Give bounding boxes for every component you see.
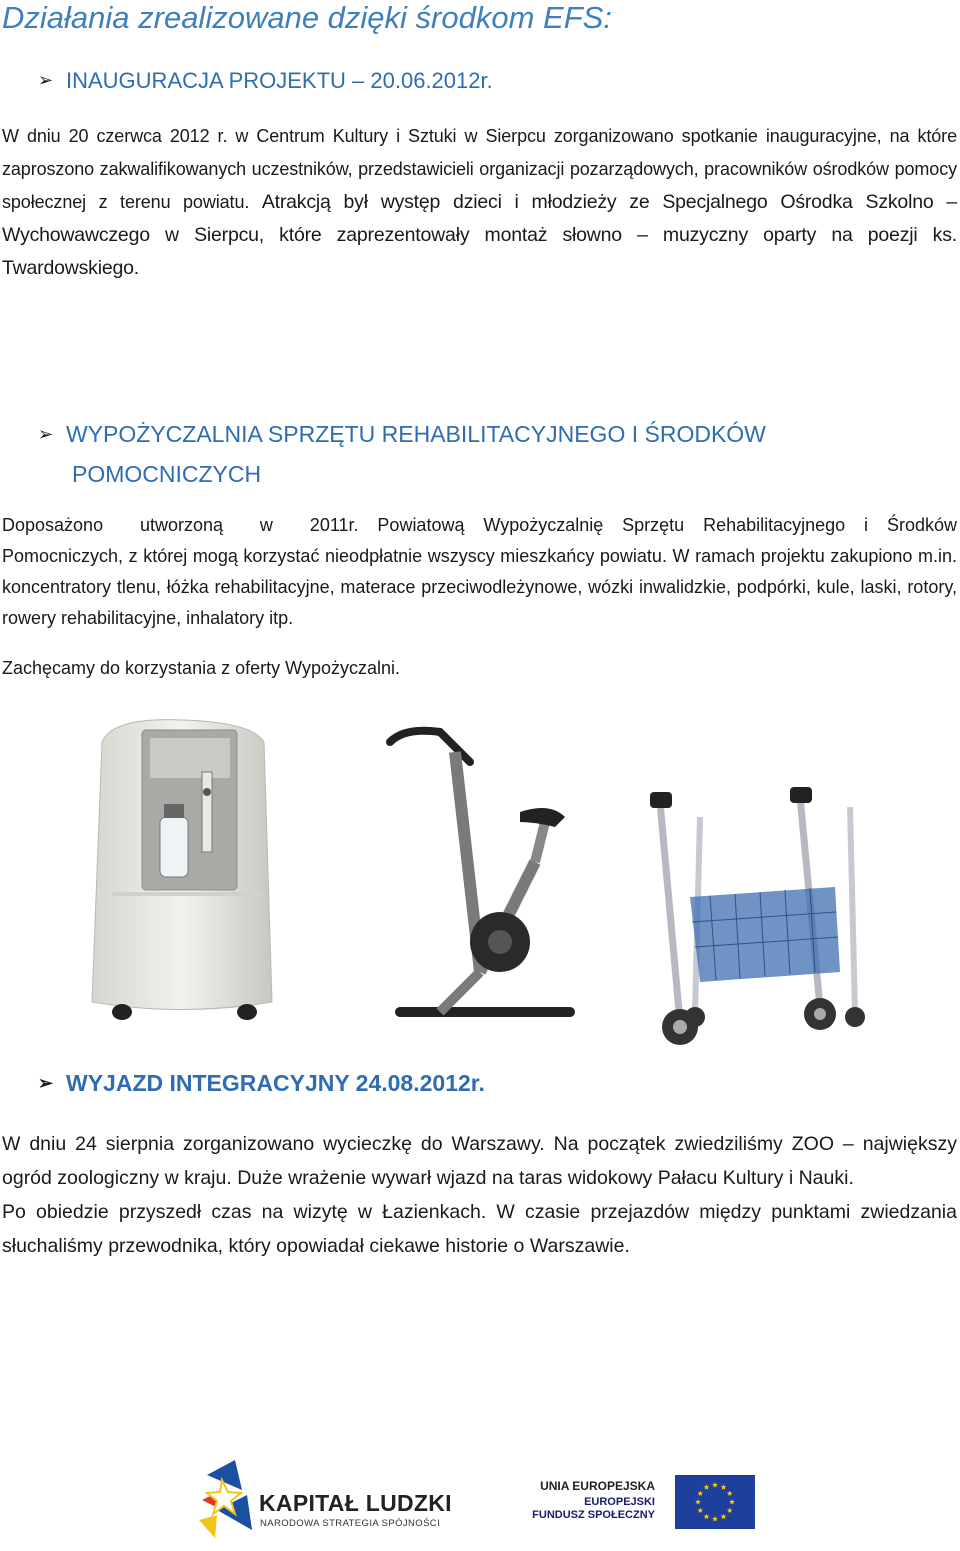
heading-text: INAUGURACJA PROJEKTU – 20.06.2012r.	[66, 68, 493, 93]
arrow-bullet-icon: ➢	[38, 424, 54, 444]
eu-social-fund-logo	[532, 1475, 755, 1535]
rental-text: Powiatową Wypożyczalnię Sprzętu Rehabilitacyjnego i Środków Pomocniczych, z której mogą korzystać nieodpłatnie wszyscy mieszkańcy powiatu. W ramach projektu zakupiono m.in. koncentratory tlenu, łóżka rehabilitacyjne, materace przeciwodleżynowe, wózki inwalidzkie, podpórki, kule, laski, rotory, rowery rehabilitacyjne, inhalatory itp.	[2, 515, 957, 628]
kapital-ludzki-title: KAPITAŁ LUDZKI	[259, 1490, 452, 1516]
rental-lead-text: Doposażono utworzoną w 2011r.	[2, 515, 359, 535]
eu-union-label: UNIA EUROPEJSKA	[540, 1479, 655, 1493]
trip-paragraphs	[2, 1127, 957, 1263]
inauguration-text: W dniu 20 czerwca 2012 r. w Centrum Kultury i Sztuki w Sierpcu zorganizowano spotkanie inauguracyjne, na które zaproszono zakwalifikowanych uczestników, przedstawicieli organizacji pozarządowych, pracowników ośrodków pomocy społecznej z terenu powiatu.	[2, 126, 957, 212]
heading-text-line1: WYPOŻYCZALNIA SPRZĘTU REHABILITACYJNEGO I ŚRODKÓW	[66, 421, 766, 447]
exercise-bike-image	[360, 722, 590, 1032]
arrow-bullet-icon: ➢	[38, 70, 54, 90]
rental-invite-text: Zachęcamy do korzystania z oferty Wypożyczalni.	[2, 658, 400, 678]
equipment-photos	[0, 712, 960, 1052]
eu-flag-icon	[675, 1475, 755, 1529]
oxygen-concentrator-image	[82, 712, 282, 1042]
page-title: Działania zrealizowane dzięki środkom EFS:	[2, 0, 612, 35]
eu-fund-label-1: EUROPEJSKI	[584, 1496, 655, 1508]
arrow-bullet-icon: ➢	[38, 1073, 54, 1093]
inauguration-highlight-text: Atrakcją był występ dzieci i młodzieży ze Specjalnego Ośrodka Szkolno –Wychowawczego w Sierpcu, które zaprezentowały montaż słowno – muzyczny oparty na poezji ks. Twardowskiego.	[2, 191, 957, 279]
section-heading-rental	[38, 414, 838, 494]
kapital-ludzki-logo	[197, 1460, 467, 1540]
rental-paragraph	[2, 510, 957, 634]
kapital-ludzki-subtitle: NARODOWA STRATEGIA SPÓJNOŚCI	[260, 1518, 441, 1529]
heading-text: WYJAZD INTEGRACYJNY 24.08.2012r.	[66, 1070, 485, 1096]
section-heading-trip	[38, 1070, 485, 1097]
trip-paragraph-1: W dniu 24 sierpnia zorganizowano wycieczkę do Warszawy. Na początek zwiedziliśmy ZOO – największy ogród zoologiczny w kraju. Duże wrażenie wywarł wjazd na taras widokowy Pałacu Kultury i Nauki.	[2, 1133, 957, 1189]
inauguration-paragraph	[2, 120, 957, 285]
walker-rollator-image	[640, 782, 870, 1052]
footer-logos	[0, 1455, 960, 1545]
heading-text-line2: POMOCNICZYCH	[72, 461, 262, 487]
trip-paragraph-2: Po obiedzie przyszedł czas na wizytę w Łazienkach. W czasie przejazdów między punktami zwiedzania słuchaliśmy przewodnika, który opowiadał ciekawe historie o Warszawie.	[2, 1201, 957, 1257]
kapital-ludzki-emblem-icon	[197, 1460, 257, 1540]
eu-fund-label-2: FUNDUSZ SPOŁECZNY	[532, 1509, 655, 1521]
section-heading-inauguration	[38, 68, 493, 94]
